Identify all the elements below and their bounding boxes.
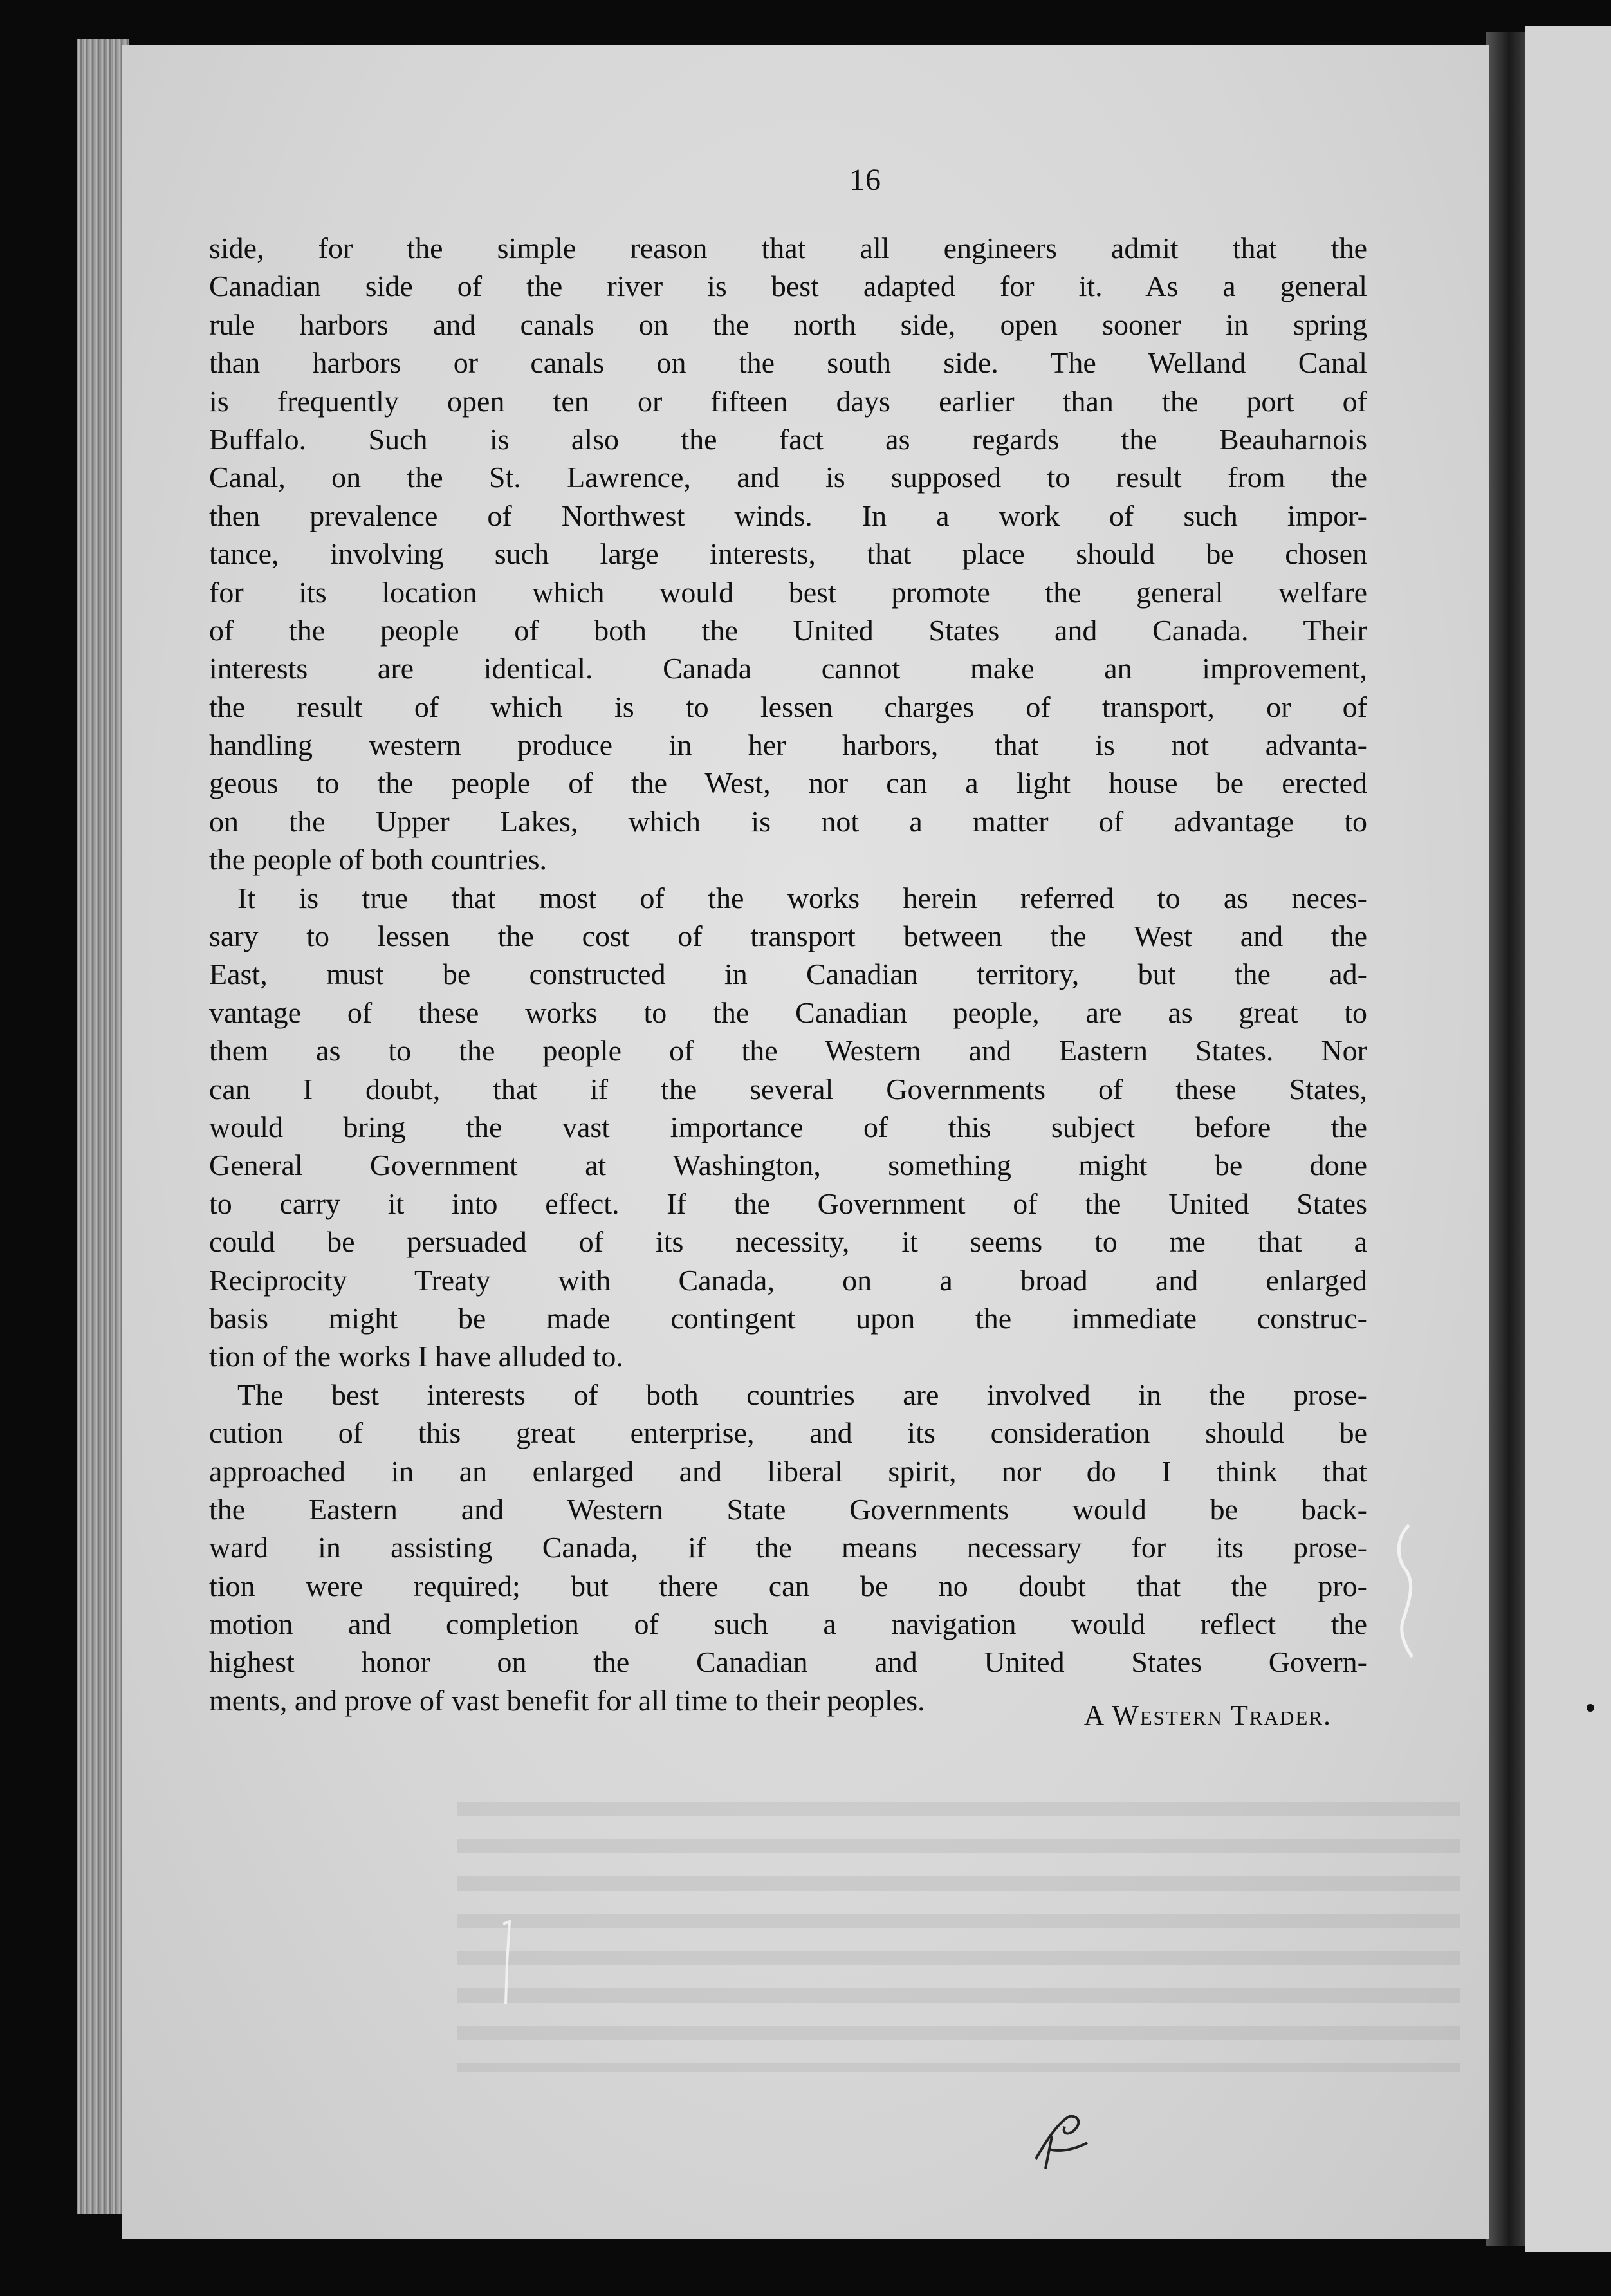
text-line: ments, and prove of vast benefit for all time to their peoples. <box>209 1683 925 1717</box>
text-line: interests are identical. Canada cannot make an improvement, <box>209 652 1367 685</box>
text-line: tance, involving such large interests, that place should be chosen <box>209 537 1367 571</box>
text-line: motion and completion of such a navigation would reflect the <box>209 1607 1367 1641</box>
text-line: rule harbors and canals on the north side, open sooner in spring <box>209 308 1367 341</box>
text-line: could be persuaded of its necessity, it seems to me that a <box>209 1225 1367 1259</box>
text-line: them as to the people of the Western and Eastern States. Nor <box>209 1034 1367 1068</box>
text-line: Canal, on the St. Lawrence, and is supposed to result from the <box>209 461 1367 494</box>
text-line: Reciprocity Treaty with Canada, on a broad and enlarged <box>209 1263 1367 1297</box>
text-line: of the people of both the United States and Canada. Their <box>209 613 1367 647</box>
text-line: East, must be constructed in Canadian territory, but the ad- <box>209 958 1367 991</box>
text-line: Buffalo. Such is also the fact as regards the Beauharnois <box>209 422 1367 456</box>
text-line: The best interests of both countries are involved in the prose- <box>237 1378 1367 1411</box>
text-line: ward in assisting Canada, if the means necessary for its prose- <box>209 1531 1367 1564</box>
pencil-tick-mark <box>501 1918 513 2008</box>
body-text <box>209 229 1367 1719</box>
library-stamp-mark <box>1023 2098 1100 2175</box>
text-line: to carry it into effect. If the Government of the United States <box>209 1187 1367 1220</box>
text-line: approached in an enlarged and liberal spirit, nor do I think that <box>209 1454 1367 1488</box>
text-line: geous to the people of the West, nor can a light house be erected <box>209 766 1367 800</box>
text-line: would bring the vast importance of this subject before the <box>209 1110 1367 1143</box>
stacked-page-edges <box>77 39 129 2214</box>
page-number: 16 <box>849 163 881 197</box>
text-line: vantage of these works to the Canadian people, are as great to <box>209 995 1367 1029</box>
film-speck <box>1587 1704 1594 1712</box>
text-line: highest honor on the Canadian and United States Govern- <box>209 1645 1367 1679</box>
reverse-side-bleed-through <box>457 1802 1460 2072</box>
text-line: It is true that most of the works herein referred to as neces- <box>237 881 1367 914</box>
text-line: sary to lessen the cost of transport between the West and the <box>209 920 1367 953</box>
text-line: handling western produce in her harbors, that is not advanta- <box>209 728 1367 762</box>
text-line: side, for the simple reason that all engineers admit that the <box>209 232 1367 264</box>
margin-scrawl <box>1390 1519 1428 1660</box>
text-line: on the Upper Lakes, which is not a matter of advantage to <box>209 804 1367 838</box>
text-line: then prevalence of Northwest winds. In a work of such impor- <box>209 499 1367 532</box>
text-line: cution of this great enterprise, and its consideration should be <box>209 1416 1367 1450</box>
signature-line: A Western Trader. <box>1083 1699 1332 1731</box>
text-line: than harbors or canals on the south side. The Welland Canal <box>209 346 1367 380</box>
text-line: the people of both countries. <box>209 843 548 876</box>
text-line: tion of the works I have alluded to. <box>209 1340 623 1373</box>
text-line: is frequently open ten or fifteen days earlier than the port of <box>209 384 1367 418</box>
text-line: can I doubt, that if the several Governments of these States, <box>209 1072 1367 1106</box>
text-line: Canadian side of the river is best adapted for it. As a general <box>209 270 1367 303</box>
text-line: General Government at Washington, something might be done <box>209 1149 1367 1182</box>
text-line: tion were required; but there can be no doubt that the pro- <box>209 1569 1367 1602</box>
text-line: for its location which would best promote the general welfare <box>209 575 1367 609</box>
text-line: the result of which is to lessen charges of transport, or of <box>209 690 1367 723</box>
text-line: the Eastern and Western State Governments would be back- <box>209 1492 1367 1526</box>
book-gutter <box>1486 32 1525 2246</box>
text-line: basis might be made contingent upon the immediate construc- <box>209 1301 1367 1335</box>
adjacent-page <box>1525 26 1611 2252</box>
